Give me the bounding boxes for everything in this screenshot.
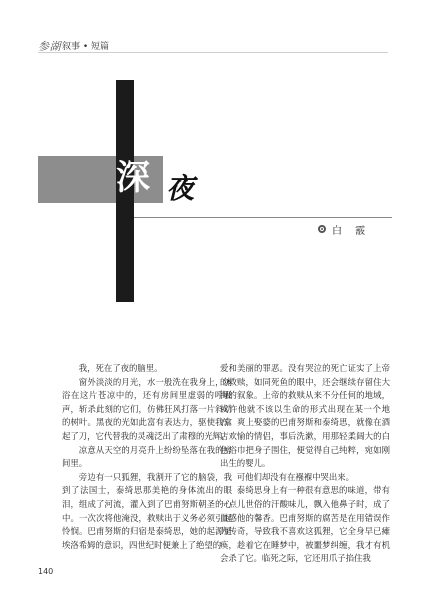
body-column-left — [62, 362, 232, 552]
header-rule — [38, 52, 388, 53]
author-name: 白 霰 — [332, 226, 371, 237]
magazine-logo: 参湖 — [38, 40, 61, 53]
paragraph: 窗外淡淡的月光，水一般洗在我身上，沐浴在这片苍凉中的，还有房间里虚弱的呼吸声，斩杀此刻的它们，仿佛狂风打落一片斜动的树叶。黑夜的光如此富有表达力，驱使我拿起了刀，它代替我的灵魂泛出了肃穆的光辉。 — [62, 376, 232, 441]
body-column-right — [220, 362, 390, 566]
paragraph: 凉意从天空的月亮升上纷纷坠落在我的房间里。 — [62, 444, 232, 469]
author-bullet-icon — [318, 225, 326, 233]
section-category: 叙事 • 短篇 — [62, 42, 110, 52]
title-rule — [134, 217, 392, 218]
title-second-char: 夜 — [166, 172, 195, 205]
paragraph: 泰绮思身上有一种很有意思的味道，带有一点儿世俗的汗酸味儿，飘入他鼻子时，成了血感他的馨香。巴甫努斯的腐苦是在用错误作为传奇，导致我不喜欢这狐狸，它全身早已瘫痪，趁着它在睡梦中，被噩梦纠缠，我才有机会杀了它。临死之际，它还用爪子掐住我 — [220, 485, 390, 564]
paragraph: 旁边有一只狐狸，我割开了它的脑袋，我到了法国士，泰绮思那美艳的身体流出的眼泪，组成了河流，灌入到了巴甫努斯朝圣的心中。一次次将他淹没，救赎出于义务必须引起怜悯。巴甫努斯的归宿是泰绮思，她的起源是埃洛希姆的意识，四世纪时便兼上了绝望的 — [62, 471, 232, 550]
paragraph: 我，死在了夜的脑里。 — [78, 363, 163, 373]
title-first-char: 深 — [116, 158, 151, 198]
page-number: 140 — [38, 567, 54, 576]
paragraph: 可他们却没有在襁褓中哭出来。 — [236, 471, 355, 482]
paragraph: 爱和美丽的罪恶。没有哭泣的死亡证实了上帝的救赎，如同死鱼的眼中，还会继续存留住大海的叙象。上帝的救赎从来不分任何的地域，或许他就不该以生命的形式出现在某一个地方。爽上娶婆的巴甫努斯和泰绮思，就像在酒店欢愉的情侣，事后洗漱，用那轻柔阔大的白色浴巾把身子围住，便觉得自己纯粹，宛如刚出生的婴儿。 — [220, 363, 390, 469]
